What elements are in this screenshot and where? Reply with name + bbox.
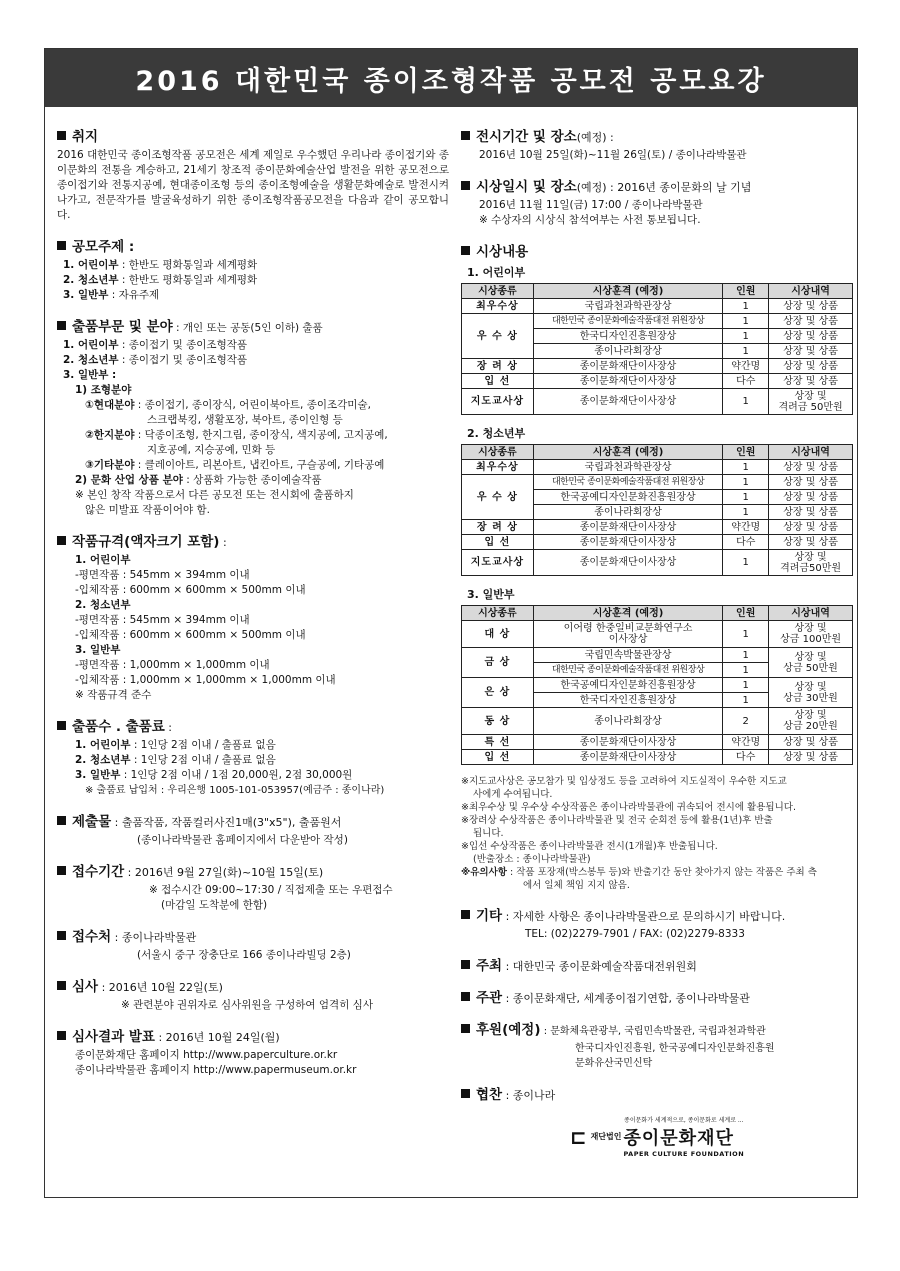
logo-english: PAPER CULTURE FOUNDATION xyxy=(623,1150,745,1158)
logo-text xyxy=(624,1115,745,1158)
organizer-section xyxy=(461,986,853,1006)
table-cell: 최우수상 xyxy=(462,460,534,475)
table-row xyxy=(462,359,853,374)
fields-general: 3. 일반부 : xyxy=(63,369,117,381)
table-row xyxy=(462,475,853,490)
table-cell: 1 xyxy=(723,550,769,576)
table-cell: 지도교사상 xyxy=(462,550,534,576)
cell-line: 상장 및 xyxy=(794,651,827,663)
etc-contact: TEL: (02)2279-7901 / FAX: (02)2279-8333 xyxy=(525,928,745,940)
cell-line: 상금 20만원 xyxy=(783,721,838,732)
fields-g1b-cont: 지호공예, 지승공예, 민화 등 xyxy=(147,444,276,456)
table-row xyxy=(462,389,853,415)
table-cell: 대한민국 종이문화예술작품대전 위원장상 xyxy=(533,663,722,678)
cell-line: 격려금50만원 xyxy=(780,562,842,574)
table-cell: 상장 및 상품 xyxy=(769,735,853,750)
table-cell: 한국공예디자인문화진흥원장상 xyxy=(533,678,722,693)
table-header: 인원 xyxy=(723,606,769,621)
table-cell: 우 수 상 xyxy=(462,314,534,359)
sponsor-heading: 후원(예정) : 문화체육관광부, 국립민속박물관, 국립과천과학관 xyxy=(461,1018,853,1038)
theme-item-general: 3. 일반부 : 자유주제 xyxy=(63,289,160,301)
organizer-heading: 주관 : 종이문화재단, 세계종이접기연합, 종이나라박물관 xyxy=(461,986,853,1006)
awards-general-table xyxy=(461,605,853,765)
table-cell: 1 xyxy=(723,505,769,520)
table-cell: 종이문화재단이사장상 xyxy=(533,550,722,576)
table-cell: 상장 및 상품 xyxy=(769,299,853,314)
period-note: ※ 접수시간 09:00~17:30 / 직접제출 또는 우편접수 xyxy=(149,884,393,896)
table-row xyxy=(462,535,853,550)
spec-youth: 2. 청소년부 xyxy=(75,599,131,611)
place-section xyxy=(57,925,449,963)
table-cell: 1 xyxy=(723,329,769,344)
result-heading: 심사결과 발표 : 2016년 10월 24일(월) xyxy=(57,1025,449,1045)
note-line: ※지도교사상은 공모참가 및 입상정도 등을 고려하여 지도실적이 우수한 지도교 xyxy=(461,776,787,787)
square-bullet-icon xyxy=(461,1089,470,1098)
table-cell: 입 선 xyxy=(462,374,534,389)
spec-kids-3d: -입체작품 : 600mm × 600mm × 500mm 이내 xyxy=(75,584,306,596)
awards-youth-table xyxy=(461,444,853,576)
spec-general-flat: -평면작품 : 1,000mm × 1,000mm 이내 xyxy=(75,659,270,671)
cell-line: 상금 30만원 xyxy=(783,692,838,704)
sponsor-line3: 문화유산국민신탁 xyxy=(575,1058,653,1069)
awards-heading: 시상내용 xyxy=(461,240,853,260)
table-cell: 1 xyxy=(723,344,769,359)
fields-heading: 출품부문 및 분야 : 개인 또는 공동(5인 이하) 출품 xyxy=(57,315,449,335)
table-header: 시상종류 xyxy=(462,284,534,299)
table-cell: 종이문화재단이사장상 xyxy=(533,520,722,535)
fee-heading: 출품수 . 출품료 : xyxy=(57,715,449,735)
cell-line: 상장 및 xyxy=(794,623,827,634)
table-cell: 종이문화재단이사장상 xyxy=(533,374,722,389)
table-cell: 약간명 xyxy=(723,735,769,750)
table-cell: 상장 및 상품 xyxy=(769,535,853,550)
left-column xyxy=(57,125,449,1090)
square-bullet-icon xyxy=(57,536,66,545)
table-cell: 종이문화재단이사장상 xyxy=(533,359,722,374)
fee-youth: 2. 청소년부 : 1인당 2점 이내 / 출품료 없음 xyxy=(75,754,276,766)
spec-general: 3. 일반부 xyxy=(75,644,121,656)
judge-heading: 심사 : 2016년 10월 22일(토) xyxy=(57,975,449,995)
fee-section xyxy=(57,715,449,798)
table-cell xyxy=(769,621,853,648)
table-cell: 장 려 상 xyxy=(462,359,534,374)
cell-line: 격려금 50만원 xyxy=(778,401,843,413)
table-row xyxy=(462,460,853,475)
fields-g1b: ②한지분야 : 닥종이조형, 한지그림, 종이장식, 색지공예, 고지공예, xyxy=(85,429,388,441)
square-bullet-icon xyxy=(57,816,66,825)
table-cell: 종이나라회장상 xyxy=(533,505,722,520)
coop-heading: 협찬 : 종이나라 xyxy=(461,1083,853,1103)
table-cell: 종이나라회장상 xyxy=(533,344,722,359)
fields-g1c: ③기타분야 : 클레이아트, 리본아트, 냅킨아트, 구슬공예, 기타공예 xyxy=(85,459,385,471)
fields-g2: 2) 문화 산업 상품 분야 : 상품화 가능한 종이예술작품 xyxy=(75,474,322,486)
table-cell xyxy=(769,678,853,708)
table-header: 시상종류 xyxy=(462,445,534,460)
table-cell: 금 상 xyxy=(462,648,534,678)
note-line: 됩니다. xyxy=(473,828,504,839)
table-header: 시상내역 xyxy=(769,606,853,621)
ceremony-note: ※ 수상자의 시상식 참석여부는 사전 통보됩니다. xyxy=(479,214,701,226)
table-cell: 국립과천과학관장상 xyxy=(533,460,722,475)
period-note-cont: (마감일 도착분에 한함) xyxy=(161,899,268,911)
table-cell: 1 xyxy=(723,693,769,708)
submit-section xyxy=(57,810,449,848)
caution-line: ※유의사항 : 작품 포장재(박스봉투 등)와 반출기간 동안 찾아가지 않는 작품은 주최 측 xyxy=(461,867,817,878)
purpose-section xyxy=(57,125,449,223)
table-cell: 1 xyxy=(723,299,769,314)
table-header: 시상종류 xyxy=(462,606,534,621)
square-bullet-icon xyxy=(57,131,66,140)
place-heading: 접수처 : 종이나라박물관 xyxy=(57,925,449,945)
logo-prefix: 재단법인 xyxy=(590,1132,622,1141)
judge-note: ※ 관련분야 권위자로 심사위원을 구성하여 엄격히 심사 xyxy=(121,999,373,1011)
result-link-foundation: 종이문화재단 홈페이지 http://www.paperculture.or.kr xyxy=(75,1049,338,1061)
table-cell: 국립과천과학관장상 xyxy=(533,299,722,314)
square-bullet-icon xyxy=(57,321,66,330)
table-cell: 상장 및 상품 xyxy=(769,520,853,535)
fields-g1a: ①현대분야 : 종이접기, 종이장식, 어린이북아트, 종이조각미술, xyxy=(85,399,371,411)
table-cell: 장 려 상 xyxy=(462,520,534,535)
table-row xyxy=(462,550,853,576)
fields-youth: 2. 청소년부 : 종이접기 및 종이조형작품 xyxy=(63,354,247,366)
table-cell: 입 선 xyxy=(462,535,534,550)
purpose-body: 2016 대한민국 종이조형작품 공모전은 세계 제일로 우수했던 우리나라 종이접기와 종이문화의 전통을 계승하고, 21세기 창조적 종이문화예술산업 발전을 위한 공모전으로 종이접기와 전통지공예, 현대종이조형 등의 종이조형예술을 생활문화예술로 발전시켜나가고, 전문작가를 발굴육성하기 위한 종이조형작품공모전을 다음과 같이 공모합니다. xyxy=(57,149,449,221)
table-cell: 동 상 xyxy=(462,708,534,735)
table-cell: 다수 xyxy=(723,374,769,389)
ceremony-heading: 시상일시 및 장소(예정) : 2016년 종이문화의 날 기념 xyxy=(461,175,853,195)
spec-section xyxy=(57,530,449,703)
etc-heading: 기타 : 자세한 사항은 종이나라박물관으로 문의하시기 바랍니다. xyxy=(461,904,853,924)
table-cell xyxy=(769,648,853,678)
right-column xyxy=(461,125,853,1158)
table-cell: 상장 및 상품 xyxy=(769,505,853,520)
spec-general-3d: -입체작품 : 1,000mm × 1,000mm × 1,000mm 이내 xyxy=(75,674,336,686)
theme-heading: 공모주제 : xyxy=(57,235,449,255)
period-section xyxy=(57,860,449,913)
table-cell: 1 xyxy=(723,314,769,329)
table-header: 시상훈격 (예정) xyxy=(533,284,722,299)
spec-note: ※ 작품규격 준수 xyxy=(75,689,152,701)
table-header: 시상내역 xyxy=(769,284,853,299)
cell-line: 상금 100만원 xyxy=(780,634,842,645)
table-row xyxy=(462,621,853,648)
table-cell: 대한민국 종이문화예술작품대전 위원장상 xyxy=(533,475,722,490)
table-cell: 종이문화재단이사장상 xyxy=(533,750,722,765)
result-section xyxy=(57,1025,449,1078)
period-heading: 접수기간 : 2016년 9월 27일(화)~10월 15일(토) xyxy=(57,860,449,880)
awards-kids-title: 1. 어린이부 xyxy=(467,266,526,279)
purpose-heading: 취지 xyxy=(57,125,449,145)
awards-general-title: 3. 일반부 xyxy=(467,588,515,601)
table-row xyxy=(462,678,853,693)
table-cell: 상장 및 상품 xyxy=(769,314,853,329)
table-cell: 최우수상 xyxy=(462,299,534,314)
table-cell: 우 수 상 xyxy=(462,475,534,520)
table-cell: 1 xyxy=(723,460,769,475)
fields-note-cont: 않은 미발표 작품이어야 함. xyxy=(85,504,210,516)
square-bullet-icon xyxy=(57,721,66,730)
fee-general: 3. 일반부 : 1인당 2점 이내 / 1점 20,000원, 2점 30,000원 xyxy=(75,769,353,781)
table-cell: 1 xyxy=(723,621,769,648)
table-cell: 다수 xyxy=(723,535,769,550)
exhibit-text: 2016년 10월 25일(화)~11월 26일(토) / 종이나라박물관 xyxy=(479,149,747,161)
square-bullet-icon xyxy=(461,131,470,140)
etc-section xyxy=(461,904,853,942)
judge-section xyxy=(57,975,449,1013)
square-bullet-icon xyxy=(461,992,470,1001)
logo-tagline: 종이문화가 세계적으로, 종이문화로 세계로 ... xyxy=(624,1117,744,1124)
table-cell: 1 xyxy=(723,678,769,693)
table-cell: 대 상 xyxy=(462,621,534,648)
awards-section xyxy=(461,240,853,765)
table-header: 시상훈격 (예정) xyxy=(533,606,722,621)
sponsor-line2: 한국디자인진흥원, 한국공예디자인문화진흥원 xyxy=(575,1043,775,1054)
table-cell: 대한민국 종이문화예술작품대전 위원장상 xyxy=(533,314,722,329)
cell-line: 상장 및 xyxy=(794,551,827,563)
table-cell: 종이문화재단이사장상 xyxy=(533,535,722,550)
exhibit-heading: 전시기간 및 장소(예정) : xyxy=(461,125,853,145)
place-address: (서울시 중구 장충단로 166 종이나라빌딩 2층) xyxy=(137,949,351,961)
square-bullet-icon xyxy=(461,246,470,255)
table-cell: 1 xyxy=(723,663,769,678)
table-cell: 1 xyxy=(723,475,769,490)
table-header: 시상내역 xyxy=(769,445,853,460)
square-bullet-icon xyxy=(57,981,66,990)
coop-section xyxy=(461,1083,853,1103)
table-cell: 상장 및 상품 xyxy=(769,475,853,490)
table-header-row xyxy=(462,284,853,299)
awards-kids-table xyxy=(461,283,853,415)
document-frame xyxy=(44,48,858,1198)
table-cell xyxy=(769,550,853,576)
table-cell: 다수 xyxy=(723,750,769,765)
table-cell: 지도교사상 xyxy=(462,389,534,415)
table-cell: 상장 및 상품 xyxy=(769,359,853,374)
logo-name: 종이문화재단 xyxy=(623,1128,734,1149)
spec-kids-flat: -평면작품 : 545mm × 394mm 이내 xyxy=(75,569,250,581)
cell-line: 상장 및 xyxy=(794,681,827,693)
caution-line-cont: 에서 일체 책임 지지 않음. xyxy=(523,880,630,891)
ceremony-text: 2016년 11월 11일(금) 17:00 / 종이나라박물관 xyxy=(479,199,703,211)
table-row xyxy=(462,750,853,765)
table-cell: 약간명 xyxy=(723,359,769,374)
page-title: 2016 대한민국 종이조형작품 공모전 공모요강 xyxy=(45,49,857,107)
square-bullet-icon xyxy=(57,1031,66,1040)
table-cell: 입 선 xyxy=(462,750,534,765)
note-line: ※최우수상 및 우수상 수상작품은 종이나라박물관에 귀속되어 전시에 활용됩니다. xyxy=(461,802,796,813)
exhibit-section xyxy=(461,125,853,163)
table-cell: 상장 및 상품 xyxy=(769,490,853,505)
table-cell: 국립민속박물관장상 xyxy=(533,648,722,663)
cell-line: 이어령 한중일비교문화연구소 xyxy=(563,623,693,634)
note-line: ※장려상 수상작품은 종이나라박물관 및 전국 순회전 등에 활용(1년)후 반출 xyxy=(461,815,773,826)
table-cell xyxy=(769,708,853,735)
square-bullet-icon xyxy=(461,960,470,969)
square-bullet-icon xyxy=(57,241,66,250)
table-row xyxy=(462,374,853,389)
table-row xyxy=(462,314,853,329)
table-cell: 2 xyxy=(723,708,769,735)
fields-section xyxy=(57,315,449,518)
table-header: 인원 xyxy=(723,445,769,460)
table-row xyxy=(462,735,853,750)
result-link-museum: 종이나라박물관 홈페이지 http://www.papermuseum.or.kr xyxy=(75,1064,357,1076)
table-cell: 은 상 xyxy=(462,678,534,708)
table-header: 인원 xyxy=(723,284,769,299)
table-cell: 약간명 xyxy=(723,520,769,535)
square-bullet-icon xyxy=(57,866,66,875)
awards-youth-title: 2. 청소년부 xyxy=(467,427,526,440)
square-bullet-icon xyxy=(461,910,470,919)
table-cell xyxy=(533,621,722,648)
square-bullet-icon xyxy=(461,181,470,190)
note-line: ※입선 수상작품은 종이나라박물관 전시(1개월)후 반출됩니다. xyxy=(461,841,718,852)
spec-kids: 1. 어린이부 xyxy=(75,554,131,566)
host-section xyxy=(461,954,853,974)
table-header-row xyxy=(462,606,853,621)
table-row xyxy=(462,299,853,314)
note-line: 사에게 수여됩니다. xyxy=(473,789,553,800)
fields-kids: 1. 어린이부 : 종이접기 및 종이조형작품 xyxy=(63,339,247,351)
cell-line: 상금 50만원 xyxy=(783,662,838,674)
table-row xyxy=(462,520,853,535)
table-header: 시상훈격 (예정) xyxy=(533,445,722,460)
table-cell: 특 선 xyxy=(462,735,534,750)
theme-item-youth: 2. 청소년부 : 한반도 평화통일과 세계평화 xyxy=(63,274,258,286)
spec-youth-flat: -평면작품 : 545mm × 394mm 이내 xyxy=(75,614,250,626)
fee-kids: 1. 어린이부 : 1인당 2점 이내 / 출품료 없음 xyxy=(75,739,276,751)
submit-note: (종이나라박물관 홈페이지에서 다운받아 작성) xyxy=(137,834,348,846)
host-heading: 주최 : 대한민국 종이문화예술작품대전위원회 xyxy=(461,954,853,974)
note-line: (반출장소 : 종이나라박물관) xyxy=(473,854,591,865)
logo-mark-icon: ⊏ xyxy=(569,1124,587,1149)
table-cell: 상장 및 상품 xyxy=(769,460,853,475)
spec-heading: 작품규격(액자크기 포함) : xyxy=(57,530,449,550)
table-cell: 종이문화재단이사장상 xyxy=(533,389,722,415)
cell-line: 상장 및 xyxy=(794,710,827,721)
table-cell: 종이나라회장상 xyxy=(533,708,722,735)
square-bullet-icon xyxy=(57,931,66,940)
table-cell: 1 xyxy=(723,648,769,663)
table-row xyxy=(462,648,853,663)
fields-g1: 1) 조형분야 xyxy=(75,384,132,396)
cell-line: 상장 및 xyxy=(794,390,827,402)
square-bullet-icon xyxy=(461,1024,470,1033)
fee-note: ※ 출품료 납입처 : 우리은행 1005-101-053957(예금주 : 종이나라) xyxy=(85,785,385,796)
table-cell: 상장 및 상품 xyxy=(769,374,853,389)
notes-section xyxy=(461,775,853,892)
submit-heading: 제출물 : 출품작품, 작품컬러사진1매(3"x5"), 출품원서 xyxy=(57,810,449,830)
theme-section xyxy=(57,235,449,303)
table-cell: 상장 및 상품 xyxy=(769,344,853,359)
table-row xyxy=(462,708,853,735)
table-cell xyxy=(769,389,853,415)
theme-item-kids: 1. 어린이부 : 한반도 평화통일과 세계평화 xyxy=(63,259,258,271)
table-cell: 1 xyxy=(723,389,769,415)
table-header-row xyxy=(462,445,853,460)
fields-g1a-cont: 스크랩북킹, 생활포장, 북아트, 종이인형 등 xyxy=(147,414,343,426)
table-cell: 한국디자인진흥원장상 xyxy=(533,693,722,708)
fields-note: ※ 본인 창작 작품으로서 다른 공모전 또는 전시회에 출품하지 xyxy=(75,489,354,501)
table-cell: 한국디자인진흥원장상 xyxy=(533,329,722,344)
ceremony-section xyxy=(461,175,853,228)
cell-line: 이사장상 xyxy=(608,634,648,645)
foundation-logo xyxy=(461,1115,853,1158)
table-cell: 종이문화재단이사장상 xyxy=(533,735,722,750)
table-cell: 상장 및 상품 xyxy=(769,750,853,765)
spec-youth-3d: -입체작품 : 600mm × 600mm × 500mm 이내 xyxy=(75,629,306,641)
table-cell: 1 xyxy=(723,490,769,505)
table-cell: 한국공예디자인문화진흥원장상 xyxy=(533,490,722,505)
table-cell: 상장 및 상품 xyxy=(769,329,853,344)
sponsor-section xyxy=(461,1018,853,1071)
